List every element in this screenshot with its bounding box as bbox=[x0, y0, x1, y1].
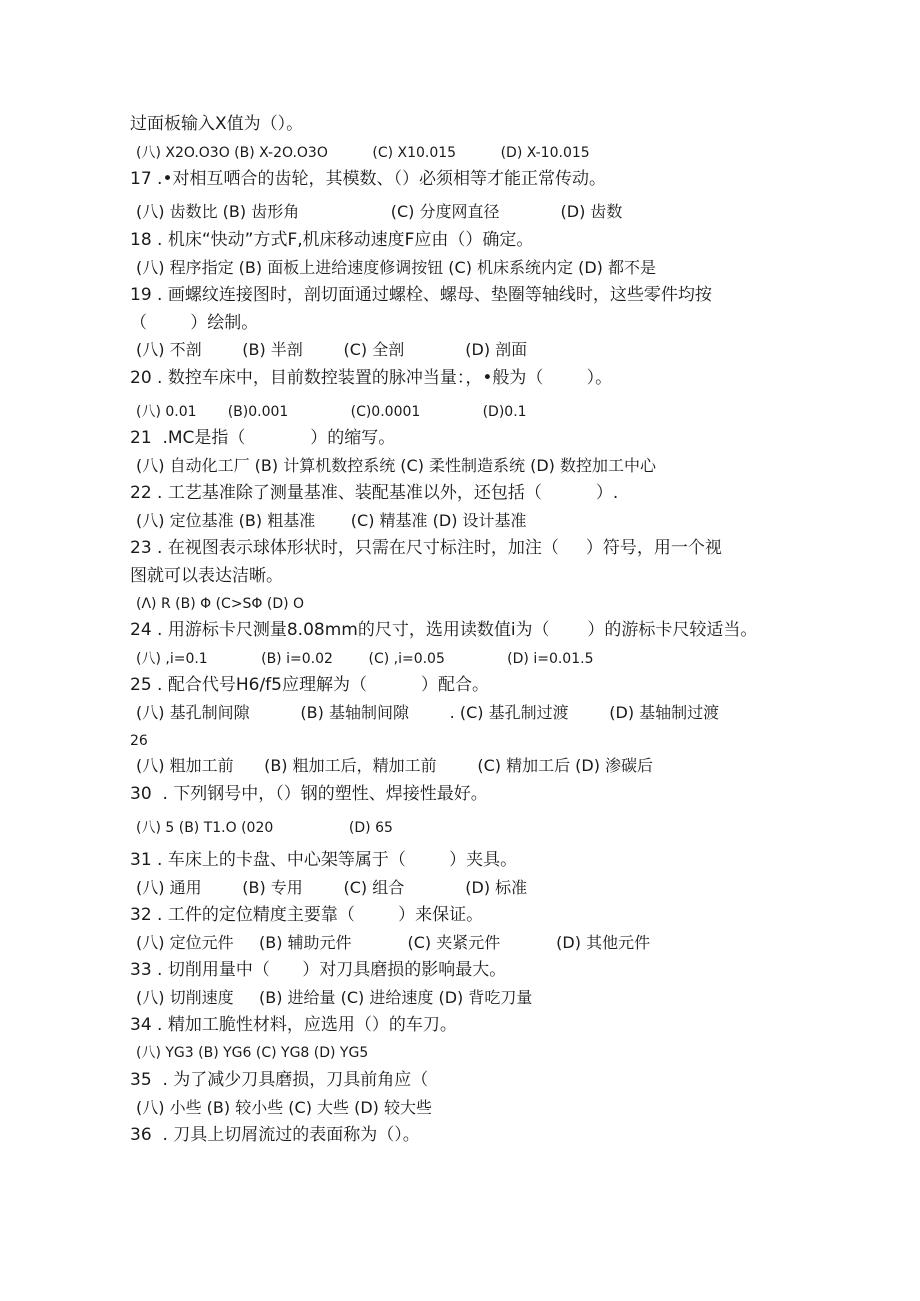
options-line: (八) 基孔制间隙 (B) 基轴制间隙 . (C) 基孔制过渡 (D) 基轴制过渡 bbox=[136, 703, 720, 722]
question-line: 18 . 机床“快动”方式F,机床移动速度F应由（）确定。 bbox=[130, 230, 534, 250]
question-line: 图就可以表达洁晰。 bbox=[130, 566, 283, 586]
question-number: 26 bbox=[130, 733, 148, 749]
options-line: (八) 不剖 (B) 半剖 (C) 全剖 (D) 剖面 bbox=[136, 340, 528, 359]
question-line: 33 . 切削用量中（ ）对刀具磨损的影响最大。 bbox=[130, 960, 507, 980]
options-line: (八) 自动化工厂 (B) 计算机数控系统 (C) 柔性制造系统 (D) 数控加工中心 bbox=[136, 456, 657, 475]
options-line: (八) 小些 (B) 较小些 (C) 大些 (D) 较大些 bbox=[136, 1098, 433, 1117]
options-line: (八) 粗加工前 (B) 粗加工后，精加工前 (C) 精加工后 (D) 渗碳后 bbox=[136, 756, 654, 775]
options-line: (八) 程序指定 (B) 面板上进给速度修调按钮 (C) 机床系统内定 (D) 都不是 bbox=[136, 258, 657, 277]
question-line: 25 . 配合代号H6∕f5应理解为（ ）配合。 bbox=[130, 675, 490, 695]
options-line: (八) 通用 (B) 专用 (C) 组合 (D) 标准 bbox=[136, 878, 528, 897]
question-line: 20 . 数控车床中，目前数控装置的脉冲当量：，•般为（ ）。 bbox=[130, 368, 613, 388]
options-line: (八) 切削速度 (B) 进给量 (C) 进给速度 (D) 背吃刀量 bbox=[136, 988, 533, 1007]
options-line: (八) 齿数比 (B) 齿形角 (C) 分度网直径 (D) 齿数 bbox=[136, 202, 623, 221]
question-line: 23 . 在视图表示球体形状时，只需在尺寸标注时，加注（ ）符号，用一个视 bbox=[130, 538, 722, 558]
question-line: 17 .•对相互哂合的齿轮，其模数、（）必须相等才能正常传动。 bbox=[130, 169, 606, 189]
options-line: (八) X2O.O3O (B) X-2O.O3O (C) X10.015 (D) X-10.015 bbox=[136, 145, 590, 161]
question-line: 22 . 工艺基准除了测量基准、装配基准以外，还包括（ ）. bbox=[130, 483, 619, 503]
question-line: 34 . 精加工脆性材料，应选用（）的车刀。 bbox=[130, 1015, 457, 1035]
options-line: (八) ,i=0.1 (B) i=0.02 (C) ,i=0.05 (D) i=0.01.5 bbox=[136, 651, 594, 667]
question-line: 19 . 画螺纹连接图时，剖切面通过螺栓、螺母、垫圈等轴线时，这些零件均按 bbox=[130, 285, 712, 305]
question-line: 32 . 工件的定位精度主要靠（ ）来保证。 bbox=[130, 905, 484, 925]
question-line: 36 . 刀具上切屑流过的表面称为（）。 bbox=[130, 1125, 420, 1145]
question-line: （ ）绘制。 bbox=[130, 313, 259, 333]
question-line: 30 . 下列钢号中，（）钢的塑性、焊接性最好。 bbox=[130, 784, 488, 804]
options-line: (八) 定位元件 (B) 辅助元件 (C) 夹紧元件 (D) 其他元件 bbox=[136, 933, 651, 952]
options-line: (八) 5 (B) T1.O (020 (D) 65 bbox=[136, 820, 393, 836]
options-line: (八) 0.01 (B)0.001 (C)0.0001 (D)0.1 bbox=[136, 404, 527, 420]
options-line: (Λ) R (B) Φ (C>SΦ (D) O bbox=[136, 596, 305, 612]
question-line: 过面板输入X值为（）。 bbox=[130, 114, 304, 134]
question-line: 35 . 为了减少刀具磨损，刀具前角应（ bbox=[130, 1070, 429, 1090]
question-line: 31 . 车床上的卡盘、中心架等属于（ ）夹具。 bbox=[130, 850, 518, 870]
options-line: (八) YG3 (B) YG6 (C) YG8 (D) YG5 bbox=[136, 1045, 369, 1061]
options-line: (八) 定位基准 (B) 粗基准 (C) 精基准 (D) 设计基准 bbox=[136, 511, 527, 530]
question-line: 21 .MC是指（ ）的缩写。 bbox=[130, 428, 396, 448]
question-line: 24 . 用游标卡尺测量8.08mm的尺寸，选用读数值i为（ ）的游标卡尺较适当。 bbox=[130, 620, 758, 640]
